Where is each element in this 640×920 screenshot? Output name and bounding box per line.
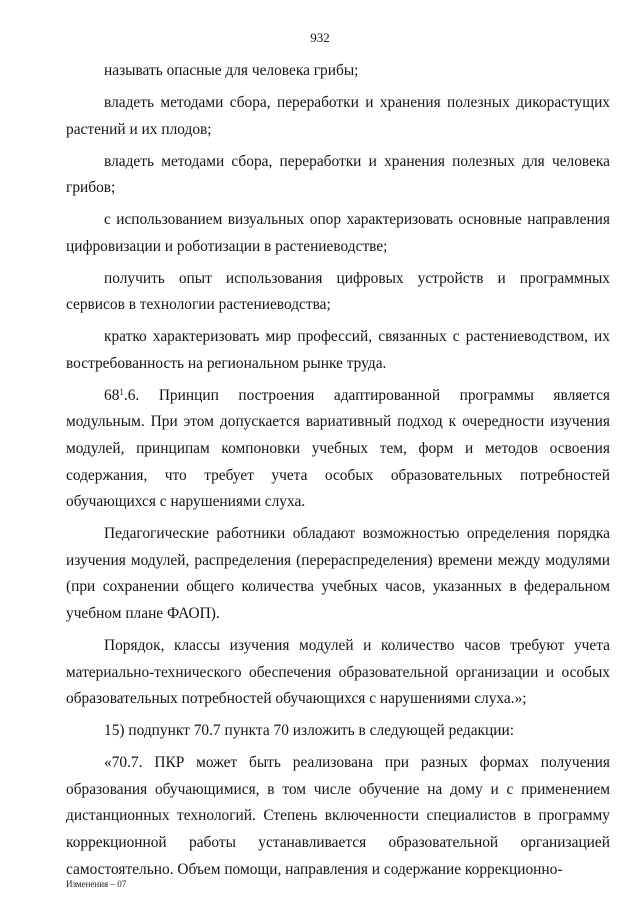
paragraph-digital-devices: получить опыт использования цифровых устройств и программных сервисов в технологии растениеводства; [66,269,610,314]
footer-label: Изменения – 07 [66,879,127,889]
paragraph-section-70-7: «70.7. ПКР может быть реализована при разных формах получения образования обучающимися, в том числе обучение на дому и с применением дистанционных технологий. Степень включенности специалистов в программу коррекционной работы устанавливается образовательной организацией самостоятельно. Объем помощи, направления и содержание коррекционно- [66,754,610,878]
section-number: $68^1.6$. [104,386,140,404]
paragraph-professions: кратко характеризовать мир профессий, связанных с растениеводством, их востребованность на региональном рынке труда. [66,328,610,372]
paragraph-mushrooms-processing: владеть методами сбора, переработки и хранения полезных для человека грибов; [66,152,610,197]
paragraph-subitem-15: 15) подпункт 70.7 пункта 70 изложить в следующей редакции: [104,722,515,740]
paragraph-order-classes: Порядок, классы изучения модулей и количество часов требуют учета материально-технического обеспечения образовательной организации и особых образовательных потребностей обучающихся с нарушениями слуха.»; [66,637,610,708]
paragraph-digitalization: с использованием визуальных опор характеризовать основные направления цифровизации и роботизации в растениеводстве; [66,211,610,255]
paragraph-mushrooms-dangerous: называть опасные для человека грибы; [104,62,359,79]
section-text: Принцип построения адаптированной программы является модульным. При этом допускается вариативный подход к очередности изучения модулей, принципам компоновки учебных тем, форм и методов освоения содержания, что требует учета особых образовательных потребностей обучающихся с нарушениями слуха. [66,386,610,511]
paragraph-teachers: Педагогические работники обладают возможностью определения порядка изучения модулей, распределения (перераспределения) времени между модулями (при сохранении общего количества учебных часов, указанных в федеральном учебном плане ФАОП). [66,525,610,623]
document-body [66,58,610,883]
paragraph-section-68-1-6 [66,383,610,516]
paragraph-wild-plants: владеть методами сбора, переработки и хранения полезных дикорастущих растений и их плодов; [66,93,610,138]
page-number: 932 [310,30,330,45]
